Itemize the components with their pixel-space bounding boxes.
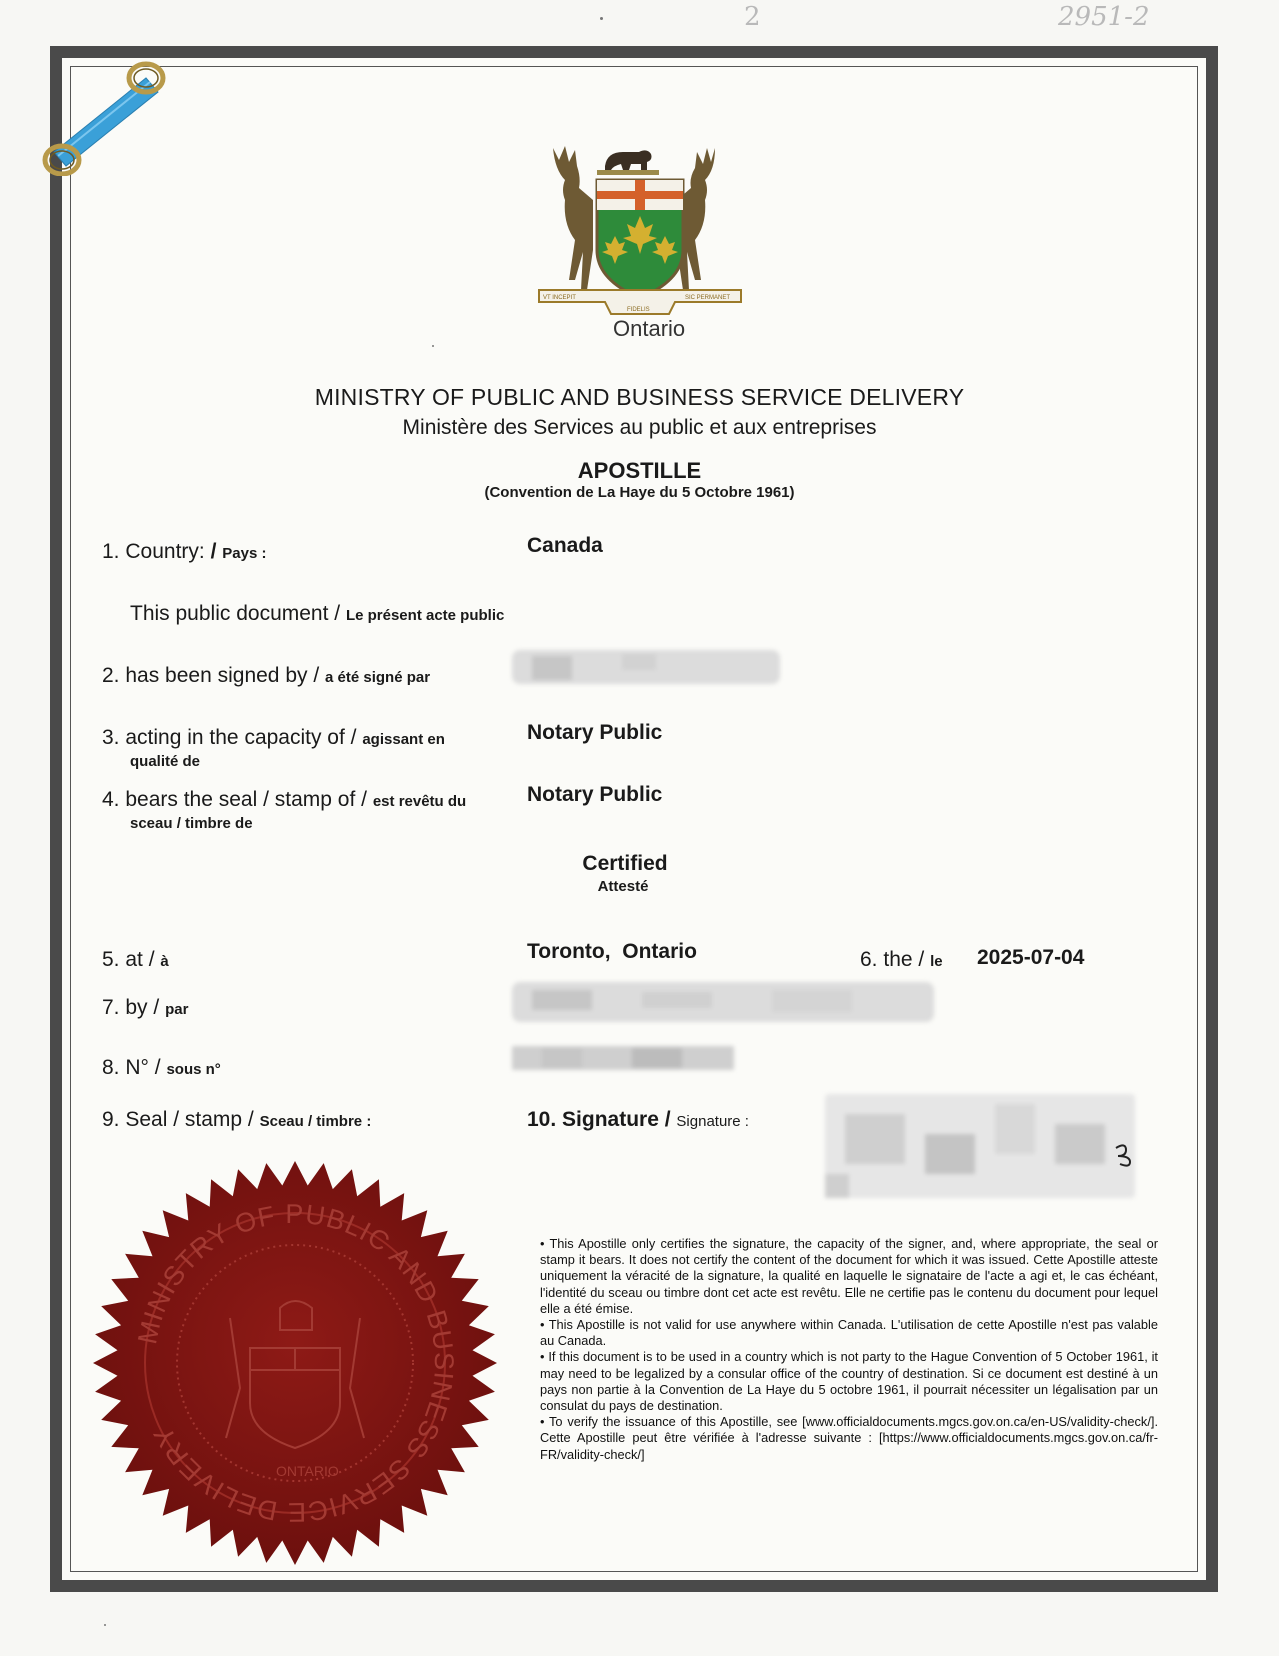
apostille-notes bbox=[540, 1236, 1158, 1463]
ribbon-grommet-icon bbox=[36, 56, 166, 176]
certified-heading-fr: Attesté bbox=[597, 878, 649, 895]
note-item: • If this document is to be used in a country which is not party to the Hague Convention of 5 October 1961, it may need to be legalized by a consular office of the country of destination. Si ce document est destiné à un pays non partie à la Convention de La Haye du 5 octobre 1961, il pourrait nécessiter un légalisation par un consulat du pays de destination. bbox=[540, 1349, 1158, 1414]
ontario-coat-of-arms-icon bbox=[535, 140, 745, 340]
field-at-label: 5. at / à bbox=[102, 948, 169, 971]
crest-name: Ontario bbox=[613, 316, 686, 340]
note-item: • This Apostille is not valid for use anywhere within Canada. L'utilisation de cette Apostille n'est pas valable au Canada. bbox=[540, 1317, 1158, 1349]
document-title: APOSTILLE bbox=[577, 458, 702, 483]
seal-ring-text: MINISTRY OF PUBLIC AND BUSINESS SERVICE DELIVERY bbox=[132, 1198, 460, 1528]
field-seal-label: 9. Seal / stamp / Sceau / timbre : bbox=[102, 1108, 372, 1131]
redacted-authority-name bbox=[512, 982, 934, 1022]
field-by-label: 7. by / par bbox=[102, 996, 189, 1019]
redacted-signer-name bbox=[512, 650, 780, 684]
public-document-label: This public document / Le présent acte public bbox=[130, 602, 505, 625]
crest-motto-right: SIC PERMANET bbox=[685, 295, 731, 301]
crest-motto-center: FIDELIS bbox=[627, 307, 650, 313]
field-signed-by-label: 2. has been signed by / a été signé par bbox=[102, 664, 431, 687]
ministry-name-fr: Ministère des Services au public et aux entreprises bbox=[402, 416, 877, 439]
field-number-label: 8. N° / sous n° bbox=[102, 1056, 221, 1079]
signature-stroke-icon bbox=[1112, 1140, 1138, 1168]
field-at-value: Toronto, Ontario bbox=[527, 940, 697, 963]
crest-motto-left: VT INCEPIT bbox=[543, 295, 576, 301]
redacted-signature bbox=[825, 1094, 1135, 1198]
field-signature-label: 10. Signature / Signature : bbox=[527, 1108, 749, 1131]
redacted-apostille-number bbox=[512, 1046, 734, 1070]
embossed-ministry-seal-icon bbox=[90, 1158, 500, 1568]
pencil-mark-right: 2951-2 bbox=[1058, 2, 1150, 32]
seal-center-text: ONTARIO bbox=[276, 1463, 339, 1479]
field-date-value: 2025-07-04 bbox=[977, 946, 1085, 969]
note-item: • This Apostille only certifies the signature, the capacity of the signer, and, where appropriate, the seal or stamp it bears. It does not certify the content of the document for which it was issued. Cette Apostille atteste uniquement la véracité de la signature, la qualité en laquelle le signataire de l'acte a agi et, le cas échéant, l'identité du sceau ou timbre dont cet acte est revêtu. Elle ne certifie pas le contenu du document pour lequel elle a été émise. bbox=[540, 1236, 1158, 1316]
field-seal-of-label: 4. bears the seal / stamp of / est revêtu du bbox=[102, 788, 467, 811]
field-seal-of-label-fr: sceau / timbre de bbox=[130, 815, 253, 832]
certified-heading: Certified bbox=[582, 852, 668, 875]
field-country-label: 1. Country: / Pays : bbox=[102, 540, 267, 563]
field-seal-of-value: Notary Public bbox=[527, 783, 663, 806]
field-date-label: 6. the / le bbox=[860, 948, 943, 971]
field-capacity-label: 3. acting in the capacity of / agissant en bbox=[102, 726, 445, 749]
field-country-value: Canada bbox=[527, 534, 603, 557]
speck bbox=[104, 1624, 106, 1626]
note-item: • To verify the issuance of this Apostille, see [www.officialdocuments.mgcs.gov.on.ca/en-US/validity-check/]. Cette Apostille peut être vérifiée à l'adresse suivante : [https://www.officialdocuments.mgcs.gov.on.ca/fr-FR/validity-check/] bbox=[540, 1414, 1158, 1462]
speck bbox=[600, 17, 603, 20]
ministry-name-en: MINISTRY OF PUBLIC AND BUSINESS SERVICE DELIVERY bbox=[314, 384, 965, 410]
pencil-mark-left: 2 bbox=[744, 2, 761, 32]
field-capacity-label-fr: qualité de bbox=[130, 753, 201, 770]
speck bbox=[432, 345, 434, 347]
field-capacity-value: Notary Public bbox=[527, 721, 663, 744]
convention-reference: (Convention de La Haye du 5 Octobre 1961) bbox=[484, 484, 795, 501]
